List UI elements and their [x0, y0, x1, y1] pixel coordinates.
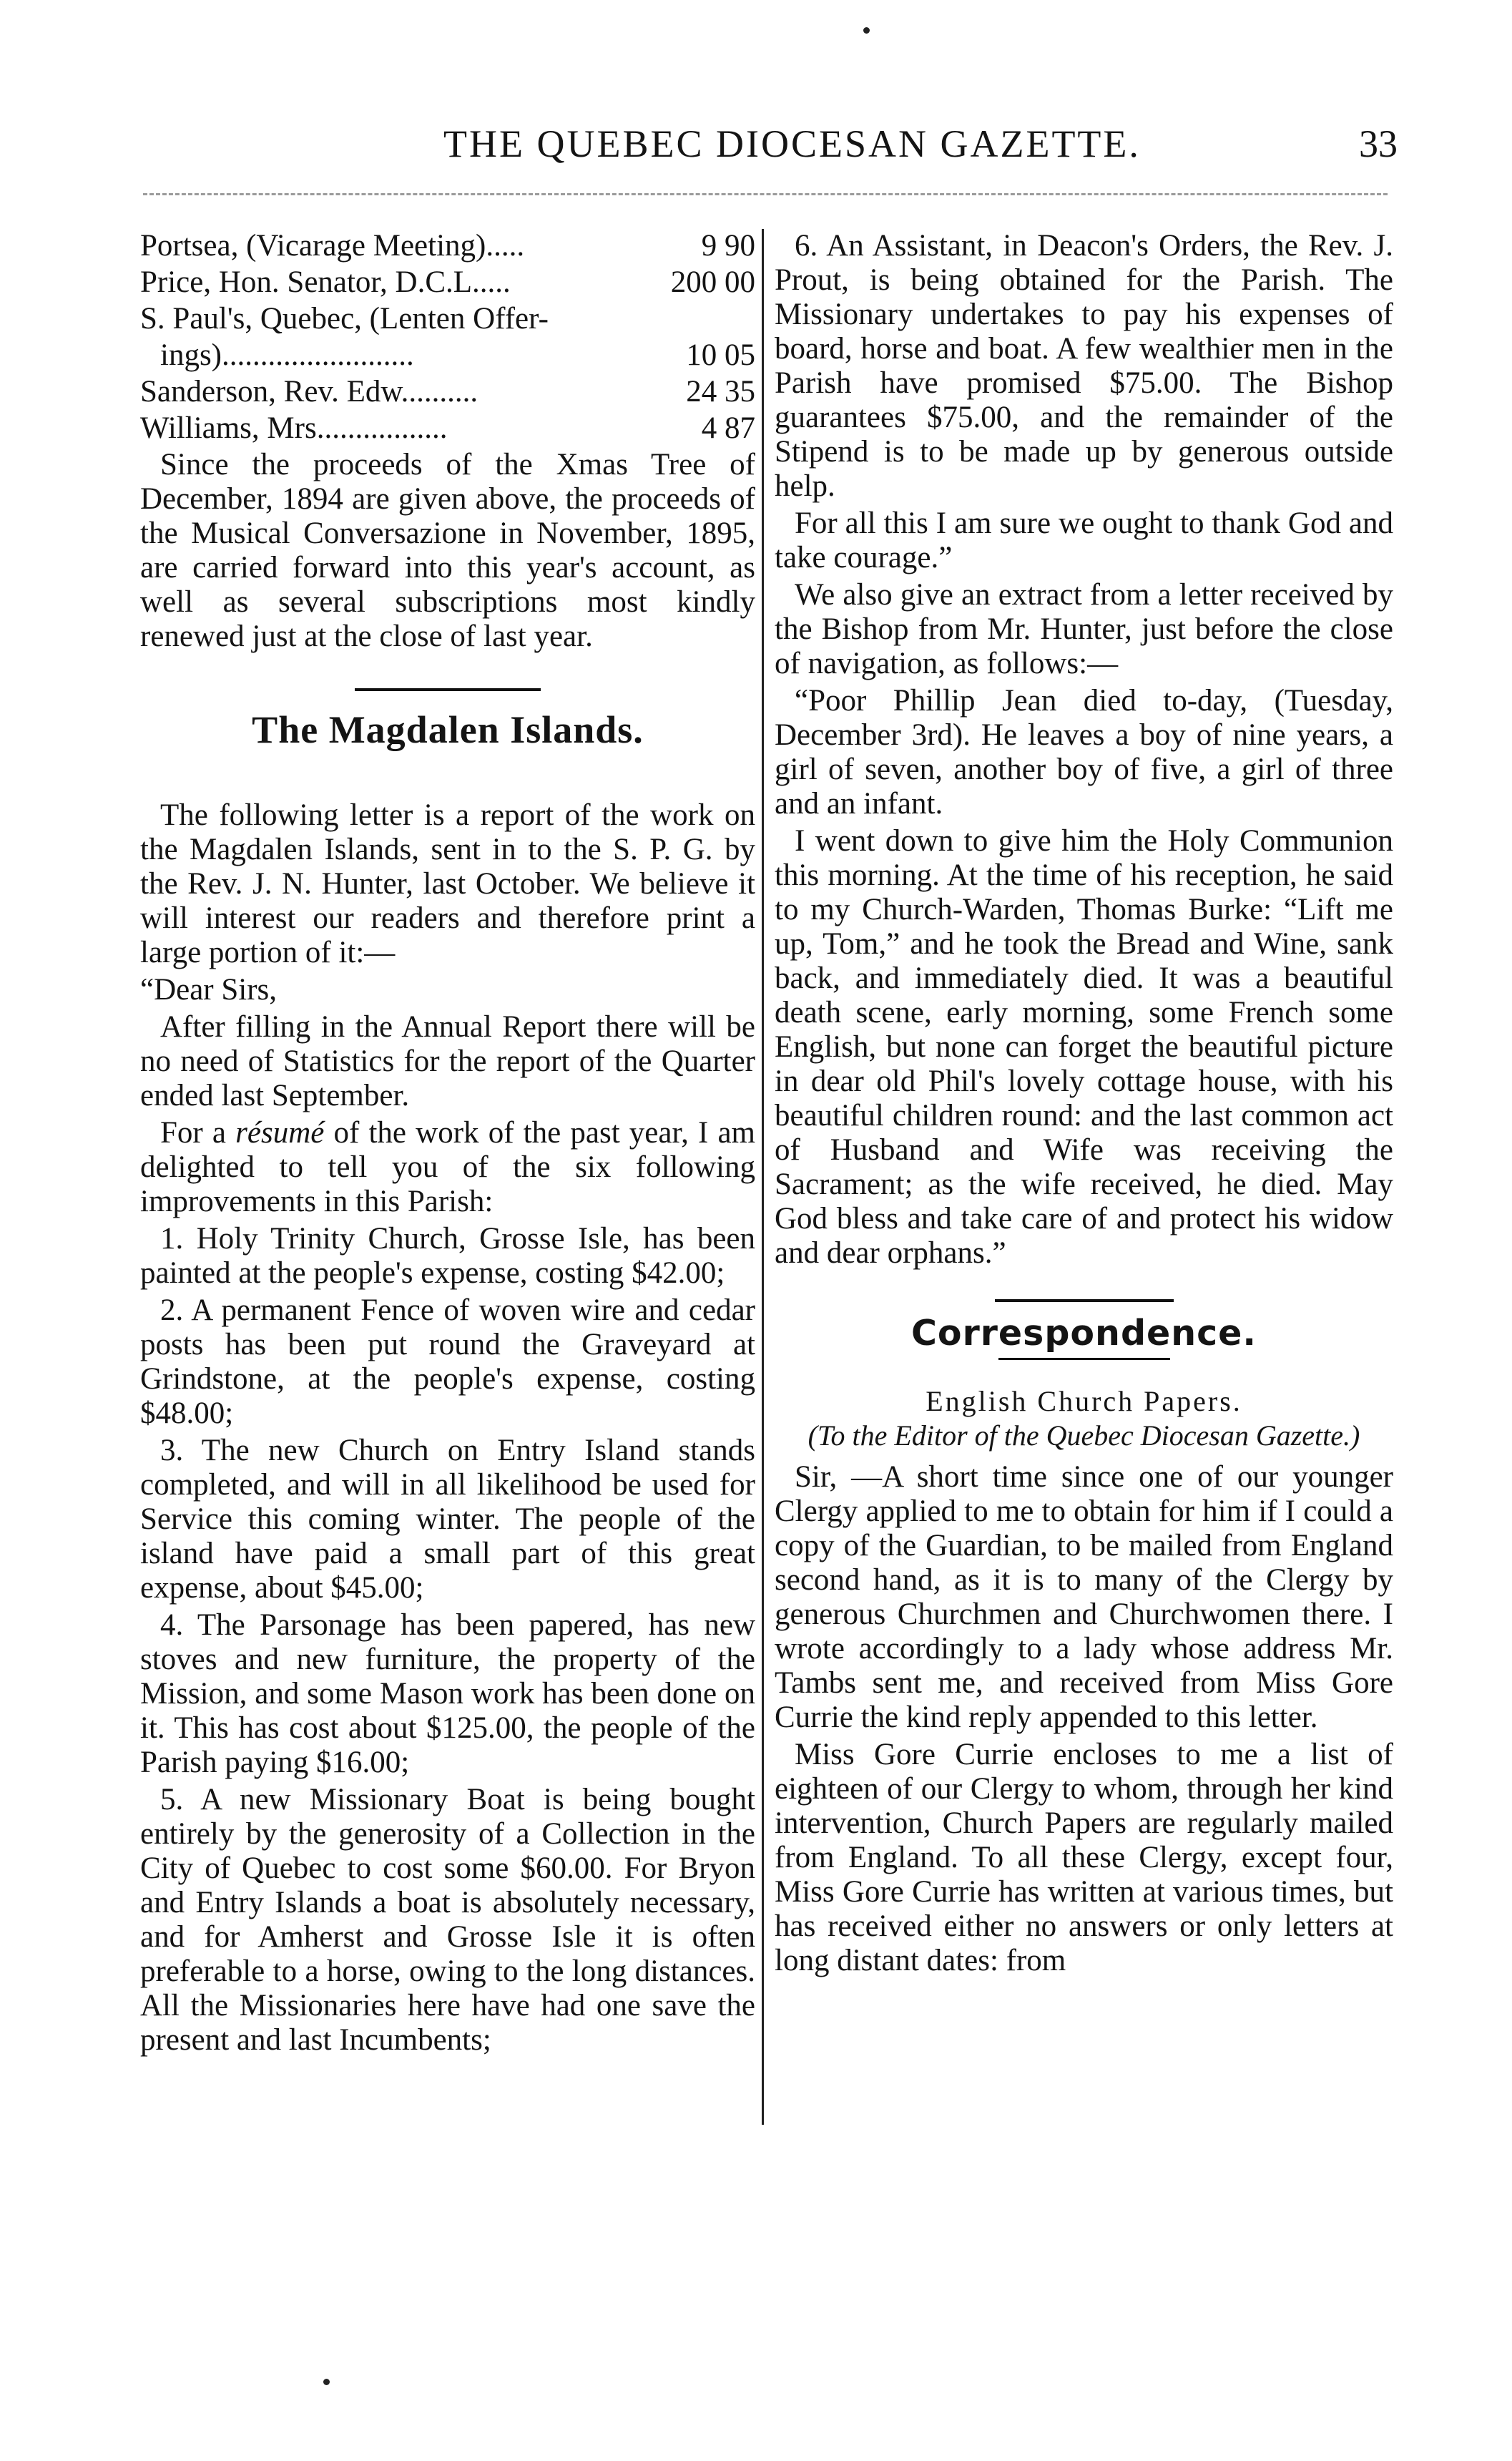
print-speck — [863, 27, 870, 34]
improvement-item: 4. The Parsonage has been papered, has new stoves and new furniture, the property of the Mission, and some Mason work has been done on it. This has cost about $125.00, the people of the Parish paying $16.00; — [140, 1608, 755, 1779]
subscriber-name: ings)......................... — [160, 338, 414, 372]
text-run: For a — [160, 1116, 236, 1150]
letter-paragraph: After filling in the Annual Report there will be no need of Statistics for the report of the Quarter ended last September. — [140, 1010, 755, 1112]
subscription-row — [140, 229, 755, 263]
subscription-amount: 24 35 — [686, 375, 755, 408]
subscriber-name: S. Paul's, Quebec, (Lenten Offer- — [140, 302, 549, 336]
section-rule — [995, 1299, 1174, 1302]
editor-address: (To the Editor of the Quebec Diocesan Gazette.) — [807, 1419, 1360, 1452]
letter-salutation: “Dear Sirs, — [140, 973, 278, 1007]
column-divider — [762, 229, 764, 2125]
page-header — [0, 107, 1512, 172]
quote-paragraph: “Poor Phillip Jean died to-day, (Tuesday, December 3rd). He leaves a boy of nine years, a girl of seven, another boy of five, a girl of three and an infant. — [775, 684, 1393, 821]
improvement-item: 2. A permanent Fence of woven wire and cedar posts has been put round the Graveyard at Grindstone, at the people's expense, costing $48.00; — [140, 1293, 755, 1430]
page-number: 33 — [1359, 122, 1398, 165]
print-speck — [323, 2379, 330, 2385]
left-column — [140, 229, 755, 2060]
letter-paragraph — [140, 1116, 755, 1219]
letter-subheading: English Church Papers. — [926, 1385, 1242, 1417]
subscription-amount — [641, 302, 755, 336]
subscription-amount: 10 05 — [686, 338, 755, 372]
extract-intro: We also give an extract from a letter received by the Bishop from Mr. Hunter, just before the close of navigation, as follows:— — [775, 578, 1393, 680]
correspondence-heading: Correspondence. — [910, 1313, 1257, 1354]
subscriber-name: Portsea, (Vicarage Meeting)..... — [140, 229, 525, 263]
subscription-row — [140, 302, 755, 336]
improvement-item: 5. A new Missionary Boat is being bought entirely by the generosity of a Collection in the City of Quebec to cost some $60.00. For Bryon and Entry Islands a boat is absolutely necessary, and for Amherst and Grosse Isle it is often preferable to a horse, owing to the long distances. All the Missionaries here have had one save the present and last Incumbents; — [140, 1783, 755, 2057]
subscription-note: Since the proceeds of the Xmas Tree of December, 1894 are given above, the proceeds of the Musical Conversazione in November, 1895, are carried forward into this year's account, as well as several subscriptions most kindly renewed just at the close of last year. — [140, 448, 755, 653]
section-heading: The Magdalen Islands. — [252, 708, 644, 751]
intro-paragraph: The following letter is a report of the work on the Magdalen Islands, sent in to the S. P. G. by the Rev. J. N. Hunter, last October. We believe it will interest our readers and therefore print a large portion of it:— — [140, 798, 755, 969]
subscriber-name: Williams, Mrs................. — [140, 411, 448, 445]
subscription-amount: 200 00 — [670, 265, 755, 299]
right-column — [775, 229, 1393, 1981]
section-rule — [355, 688, 541, 691]
improvement-item: 1. Holy Trinity Church, Grosse Isle, has been painted at the people's expense, costing $42.00; — [140, 1222, 755, 1290]
quote-paragraph: I went down to give him the Holy Communion this morning. At the time of his reception, he said to my Church-Warden, Thomas Burke: “Lift me up, Tom,” and he took the Bread and Wine, sank back, and immediately died. It was a beautiful death scene, early morning, some French some English, but none can forget the beautiful picture in dear old Phil's lovely cottage house, with his beautiful children round: and the last common act of Husband and Wife was receiving the Sacrament; as the wife received, he died. May God bless and take care of and protect his widow and dear orphans.” — [775, 824, 1393, 1270]
correspondence-paragraph: Miss Gore Currie encloses to me a list of eighteen of our Clergy to whom, through her kind intervention, Church Papers are regularly mailed from England. To all these Clergy, except four, Miss Gore Currie has written at various times, but has received either no answers or only letters at long distant dates: from — [775, 1738, 1393, 1977]
subscription-amount: 9 90 — [701, 229, 755, 263]
text-run: of the work of the past year, I am delighted to tell you of the six following improvements in this Parish: — [140, 1116, 755, 1218]
subscription-row — [140, 411, 755, 446]
subscription-list — [140, 229, 755, 446]
subscription-amount: 4 87 — [701, 411, 755, 445]
italic-word: résumé — [235, 1116, 325, 1150]
heading-underline — [998, 1358, 1170, 1360]
running-title: THE QUEBEC DIOCESAN GAZETTE. — [443, 122, 1141, 165]
correspondence-paragraph: Sir, —A short time since one of our younger Clergy applied to me to obtain for him if I could a copy of the Guardian, to be mailed from England second hand, as it is to many of the Clergy by generous Churchmen and Churchwomen there. I wrote accordingly to a lady whose address Mr. Tambs sent me, and received from Miss Gore Currie the kind reply appended to this letter. — [775, 1460, 1393, 1734]
subscriber-name: Sanderson, Rev. Edw.......... — [140, 375, 478, 408]
subscription-row — [140, 265, 755, 300]
subscriber-name: Price, Hon. Senator, D.C.L..... — [140, 265, 511, 299]
improvement-item: 3. The new Church on Entry Island stands completed, and will in all likelihood be used for Service this coming winter. The people of the island have paid a small part of this great expense, about $45.00; — [140, 1434, 755, 1605]
header-rule — [143, 193, 1388, 195]
subscription-row — [140, 338, 755, 373]
subscription-row — [140, 375, 755, 409]
improvement-item: 6. An Assistant, in Deacon's Orders, the Rev. J. Prout, is being obtained for the Parish. The Missionary undertakes to pay his expenses of board, horse and boat. A few wealthier men in the Parish have promised $75.00. The Bishop guarantees $75.00, and the remainder of the Stipend is to be made up by generous outside help. — [775, 229, 1393, 503]
letter-paragraph: For all this I am sure we ought to thank God and take courage.” — [775, 507, 1393, 574]
